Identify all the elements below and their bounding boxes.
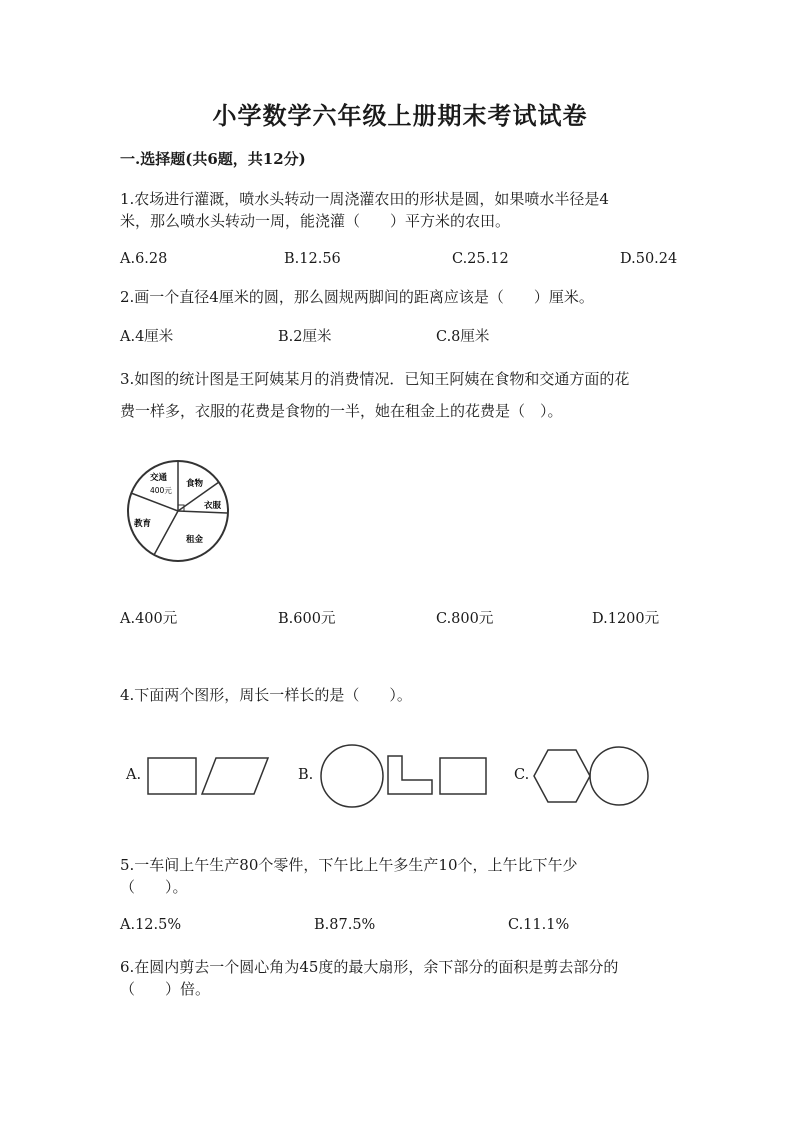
q1-option-c: C.25.12 — [452, 251, 509, 267]
q4-figures — [140, 740, 660, 810]
q3-option-a: A.400元 — [120, 611, 178, 627]
l-shape-figure-b — [388, 756, 432, 794]
square-figure-a — [148, 758, 196, 794]
q1-line-2: 米，那么喷水头转动一周，能浇灌（ ）平方米的农田。 — [120, 212, 511, 230]
q3-line-1: 3.如图的统计图是王阿姨某月的消费情况．已知王阿姨在食物和交通方面的花 — [120, 370, 630, 388]
section-heading: 一.选择题(共6题，共12分) — [120, 150, 306, 168]
page-title: 小学数学六年级上册期末考试试卷 — [212, 101, 588, 130]
pie-label-transport: 交通 — [150, 473, 168, 483]
q6-line-2: （ ）倍。 — [120, 980, 211, 998]
pie-divider-left — [131, 493, 178, 511]
q2-option-a: A.4厘米 — [120, 329, 174, 345]
q3-option-d: D.1200元 — [592, 611, 660, 627]
q5-option-a: A.12.5% — [120, 917, 182, 933]
hexagon-figure-c — [534, 750, 590, 802]
circle-figure-b — [321, 745, 383, 807]
pie-divider-right — [178, 511, 227, 513]
q5-option-c: C.11.1% — [508, 917, 570, 933]
pie-divider-lower-left — [154, 511, 178, 555]
q2-option-c: C.8厘米 — [436, 329, 490, 345]
q5-line-2: （ ）。 — [120, 878, 188, 896]
q2-line-1: 2.画一个直径4厘米的圆，那么圆规两脚间的距离应该是（ ）厘米。 — [120, 288, 594, 306]
q4-label-a: A. — [126, 767, 142, 783]
pie-label-food: 食物 — [186, 479, 204, 489]
pie-label-education: 教育 — [134, 519, 152, 529]
pie-label-rent: 租金 — [186, 535, 204, 545]
q1-line-1: 1.农场进行灌溉，喷水头转动一周浇灌农田的形状是圆，如果喷水半径是4 — [120, 190, 609, 208]
q1-option-a: A.6.28 — [120, 251, 168, 267]
q3-pie-chart — [126, 456, 234, 568]
pie-label-transport-value: 400元 — [150, 486, 172, 495]
q4-label-b: B. — [298, 767, 314, 783]
q5-option-b: B.87.5% — [314, 917, 376, 933]
q3-option-c: C.800元 — [436, 611, 494, 627]
q4-line-1: 4.下面两个图形，周长一样长的是（ ）。 — [120, 686, 412, 704]
q6-line-1: 6.在圆内剪去一个圆心角为45度的最大扇形，余下部分的面积是剪去部分的 — [120, 958, 619, 976]
q5-line-1: 5.一车间上午生产80个零件，下午比上午多生产10个，上午比下午少 — [120, 856, 578, 874]
q3-option-b: B.600元 — [278, 611, 336, 627]
q2-option-b: B.2厘米 — [278, 329, 332, 345]
q1-option-b: B.12.56 — [284, 251, 341, 267]
q1-option-d: D.50.24 — [620, 251, 678, 267]
q3-line-2: 费一样多，衣服的花费是食物的一半，她在租金上的花费是（ ）。 — [120, 402, 563, 420]
q4-label-c: C. — [514, 767, 530, 783]
pie-label-clothes: 衣服 — [204, 501, 222, 511]
circle-figure-c — [590, 747, 648, 805]
parallelogram-figure-a — [202, 758, 268, 794]
rectangle-figure-b — [440, 758, 486, 794]
